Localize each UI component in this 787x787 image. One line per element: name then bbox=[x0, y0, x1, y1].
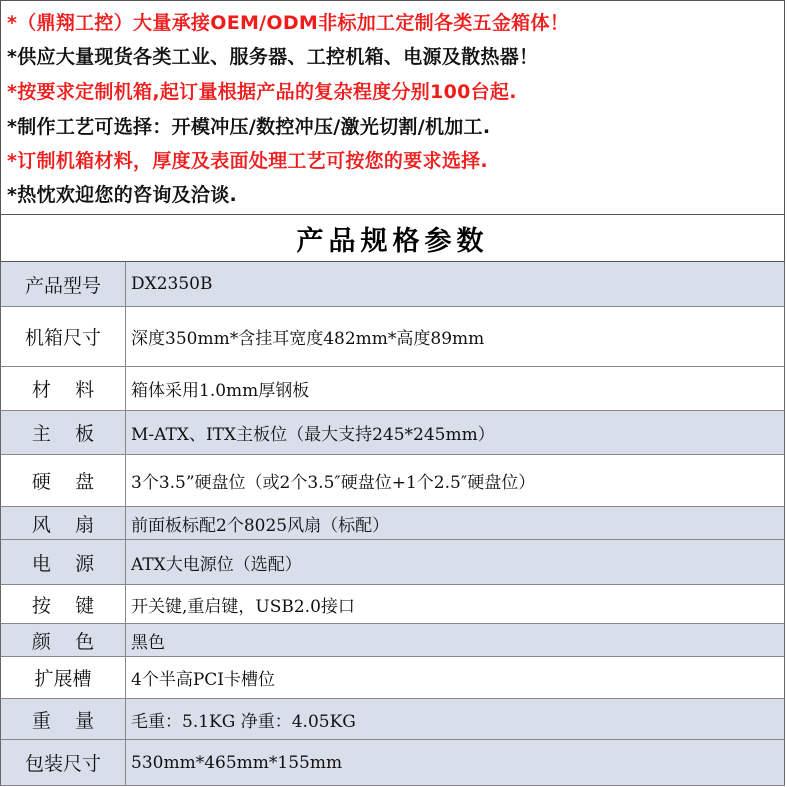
spec-row-expansion-slots bbox=[0, 657, 785, 699]
spec-value: ATX大电源位（选配） bbox=[131, 554, 302, 575]
spec-value: 深度350mm*含挂耳宽度482mm*高度89mm bbox=[131, 329, 485, 349]
spec-label: 扩展槽 bbox=[1, 657, 126, 698]
spec-value: 前面板标配2个8025风扇（标配） bbox=[131, 515, 390, 536]
spec-value: DX2350B bbox=[131, 274, 213, 294]
spec-value: 箱体采用1.0mm厚钢板 bbox=[131, 381, 310, 401]
intro-line-3: *按要求定制机箱,起订量根据产品的复杂程度分别100台起. bbox=[7, 81, 517, 103]
spec-row-motherboard bbox=[0, 411, 785, 455]
intro-block bbox=[0, 0, 785, 214]
spec-label: 按 键 bbox=[1, 585, 126, 623]
spec-label: 风 扇 bbox=[1, 507, 126, 539]
spec-row-fan bbox=[0, 507, 785, 540]
spec-row-buttons bbox=[0, 585, 785, 624]
spec-row-model bbox=[0, 262, 785, 307]
spec-label: 机箱尺寸 bbox=[1, 307, 126, 366]
intro-line-2: *供应大量现货各类工业、服务器、工控机箱、电源及散热器！ bbox=[7, 46, 539, 68]
spec-label: 颜 色 bbox=[1, 624, 126, 656]
spec-value: 毛重：5.1KG 净重：4.05KG bbox=[131, 711, 356, 732]
intro-line-1: *（鼎翔工控）大量承接OEM/ODM非标加工定制各类五金箱体！ bbox=[7, 12, 570, 34]
spec-label: 主 板 bbox=[1, 411, 126, 454]
spec-label: 重 量 bbox=[1, 699, 126, 739]
spec-label: 电 源 bbox=[1, 540, 126, 584]
spec-value: 3个3.5”硬盘位（或2个3.5″硬盘位+1个2.5″硬盘位） bbox=[131, 473, 536, 493]
spec-value: 530mm*465mm*155mm bbox=[131, 752, 343, 773]
spec-row-weight bbox=[0, 699, 785, 740]
spec-row-color bbox=[0, 624, 785, 657]
spec-value: 开关键,重启键，USB2.0接口 bbox=[131, 596, 355, 617]
spec-label: 包装尺寸 bbox=[1, 740, 126, 785]
spec-value: M-ATX、ITX主板位（最大支持245*245mm） bbox=[131, 425, 495, 445]
spec-value: 4个半高PCI卡槽位 bbox=[131, 670, 275, 690]
spec-title-row bbox=[0, 214, 785, 262]
spec-row-power bbox=[0, 540, 785, 585]
page-title: 产品规格参数 bbox=[296, 225, 489, 257]
spec-label: 硬 盘 bbox=[1, 455, 126, 506]
spec-label: 材 料 bbox=[1, 367, 126, 410]
spec-row-material bbox=[0, 367, 785, 411]
intro-line-6: *热忱欢迎您的咨询及洽谈. bbox=[7, 184, 238, 206]
intro-line-4: *制作工艺可选择：开模冲压/数控冲压/激光切割/机加工. bbox=[7, 116, 491, 138]
spec-row-chassis-size bbox=[0, 307, 785, 367]
intro-line-5: *订制机箱材料，厚度及表面处理工艺可按您的要求选择. bbox=[7, 150, 488, 172]
spec-label: 产品型号 bbox=[1, 262, 126, 306]
spec-value: 黑色 bbox=[131, 632, 165, 653]
spec-row-hard-disk bbox=[0, 455, 785, 507]
spec-row-package-size bbox=[0, 740, 785, 786]
